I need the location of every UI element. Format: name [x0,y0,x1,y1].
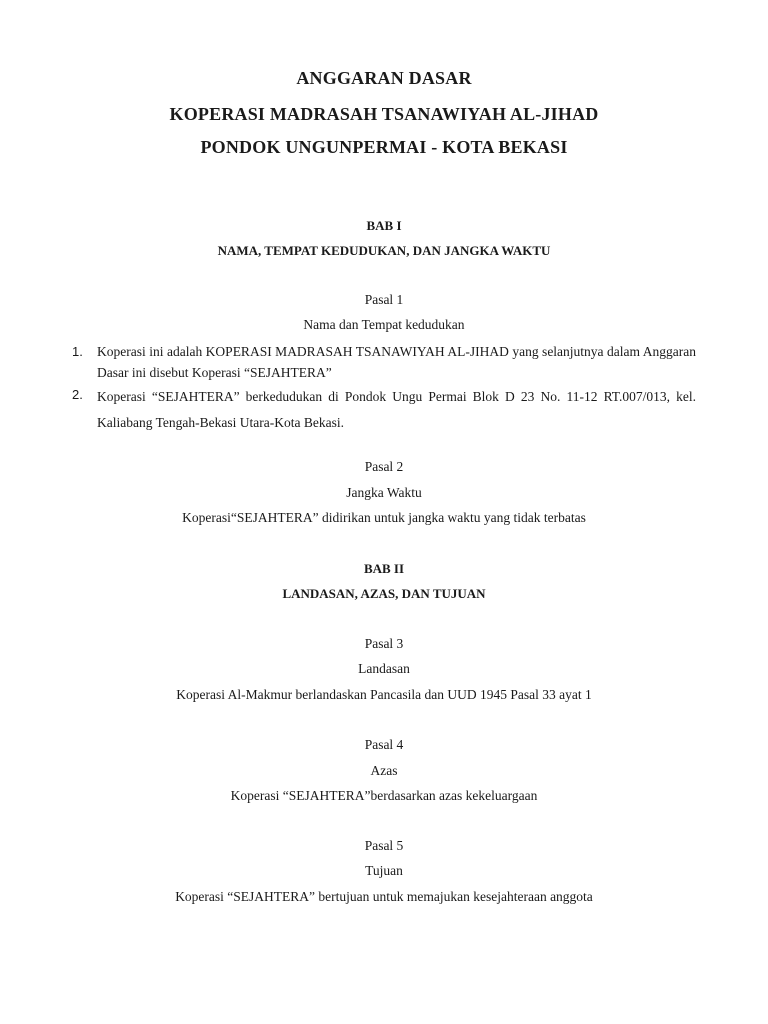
pasal1-label: Pasal 1 [364,292,404,307]
list-item-number: 1. [72,344,83,359]
bab1-label: BAB I [366,218,402,233]
pasal2-title: Jangka Waktu [346,485,422,500]
pasal3-label: Pasal 3 [364,636,404,651]
pasal3-text: Koperasi Al-Makmur berlandaskan Pancasila dan UUD 1945 Pasal 33 ayat 1 [176,687,592,702]
pasal5-label: Pasal 5 [364,838,404,853]
pasal3-title: Landasan [358,661,410,676]
pasal5-text: Koperasi “SEJAHTERA” bertujuan untuk memajukan kesejahteraan anggota [175,889,593,904]
pasal4-text: Koperasi “SEJAHTERA”berdasarkan azas kekeluargaan [230,788,538,803]
list-item-text: Koperasi ini adalah KOPERASI MADRASAH TSANAWIYAH AL-JIHAD yang selanjutnya dalam Anggaran Dasar ini disebut Koperasi “SEJAHTERA” [97,344,696,380]
pasal2-label: Pasal 2 [364,459,404,474]
pasal4-title: Azas [370,763,398,778]
bab2-label: BAB II [363,561,405,576]
document-subtitle-location: PONDOK UNGUNPERMAI - KOTA BEKASI [200,137,568,157]
list-item-number: 2. [72,387,83,402]
pasal5-title: Tujuan [365,863,403,878]
document-title: ANGGARAN DASAR [296,68,472,88]
bab2-title: LANDASAN, AZAS, DAN TUJUAN [282,586,486,601]
list-item-text: Koperasi “SEJAHTERA” berkedudukan di Pondok Ungu Permai Blok D 23 No. 11-12 RT.007/013, kel. Kaliabang Tengah-Bekasi Utara-Kota Bekasi. [97,389,696,430]
pasal2-text: Koperasi“SEJAHTERA” didirikan untuk jangka waktu yang tidak terbatas [182,510,586,525]
pasal1-title: Nama dan Tempat kedudukan [303,317,465,332]
document-subtitle-cooperative: KOPERASI MADRASAH TSANAWIYAH AL-JIHAD [169,104,599,124]
pasal4-label: Pasal 4 [364,737,404,752]
bab1-title: NAMA, TEMPAT KEDUDUKAN, DAN JANGKA WAKTU [217,243,551,258]
